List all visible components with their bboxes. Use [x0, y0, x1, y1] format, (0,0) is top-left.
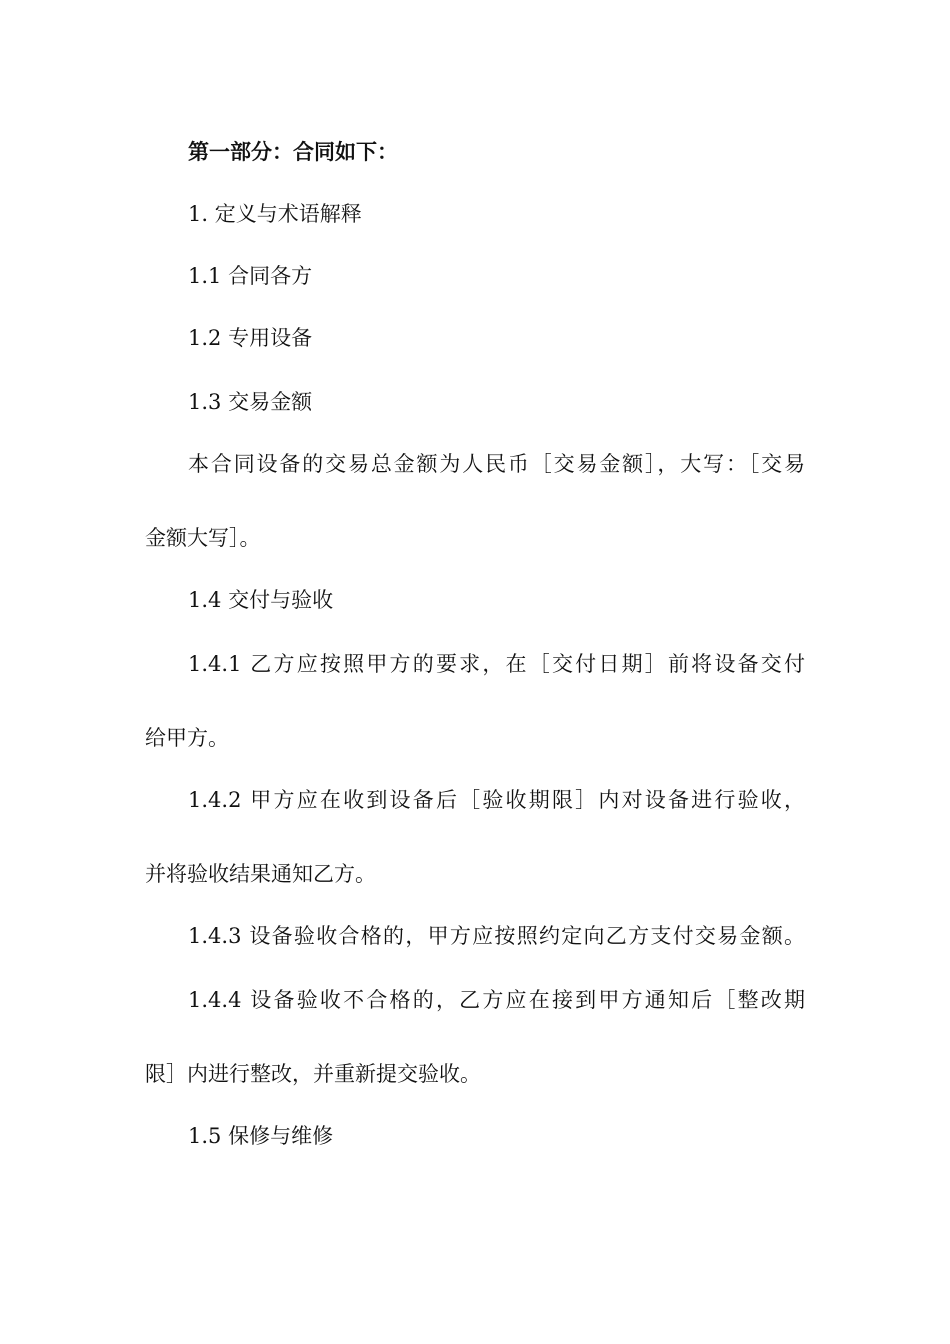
clause-1-4-1-line-1: 1.4.1 乙方应按照甲方的要求，在［交付日期］前将设备交付 — [188, 652, 805, 676]
clause-1-4-2-line-1: 1.4.2 甲方应在收到设备后［验收期限］内对设备进行验收， — [188, 788, 805, 812]
section-heading: 第一部分：合同如下： — [188, 140, 398, 164]
clause-1-4-2-line-2: 并将验收结果通知乙方。 — [145, 862, 376, 886]
clause-1-1-title: 1.1 合同各方 — [188, 264, 313, 288]
clause-1-4-4-line-1: 1.4.4 设备验收不合格的，乙方应在接到甲方通知后［整改期 — [188, 988, 805, 1012]
clause-1-4-3: 1.4.3 设备验收合格的，甲方应按照约定向乙方支付交易金额。 — [188, 924, 805, 948]
clause-1-3-body-line-1: 本合同设备的交易总金额为人民币［交易金额］，大写：［交易 — [188, 452, 805, 476]
clause-1-5-title: 1.5 保修与维修 — [188, 1124, 334, 1148]
clause-1-4-title: 1.4 交付与验收 — [188, 588, 334, 612]
clause-1-4-1-line-2: 给甲方。 — [145, 726, 229, 750]
clause-1-2-title: 1.2 专用设备 — [188, 326, 313, 350]
clause-1-3-title: 1.3 交易金额 — [188, 390, 313, 414]
clause-1-title: 1. 定义与术语解释 — [188, 202, 362, 226]
clause-1-3-body-line-2: 金额大写］。 — [145, 526, 261, 550]
clause-1-4-4-line-2: 限］内进行整改，并重新提交验收。 — [145, 1062, 481, 1086]
